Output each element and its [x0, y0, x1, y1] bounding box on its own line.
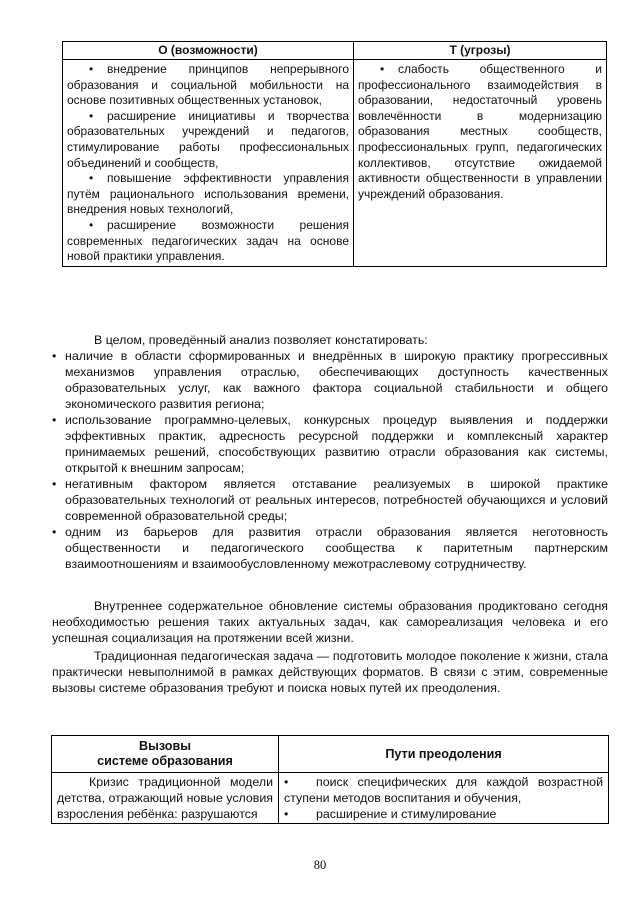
- opportunity-item: • повышение эффективности управления путём рационального использования времени, внедрения новых технологий,: [67, 171, 349, 217]
- bullet-icon: •: [52, 413, 57, 427]
- threat-item: • слабость общественного и профессионального взаимодействия в образовании, недостаточный уровень вовлечённости в модернизацию образования местных сообществ, профессиональных групп, педагогических коллективов, отсутствие ожидаемой активности общественности в управлении учреждений образования.: [358, 62, 602, 201]
- solutions-header: Пути преодоления: [279, 736, 609, 773]
- challenge-cell: [52, 773, 279, 824]
- bullet-icon: •: [284, 807, 289, 821]
- bullet-icon: •: [52, 477, 57, 491]
- opportunity-item: • расширение возможности решения современных педагогических задач на основе новой практики управления.: [67, 217, 349, 264]
- bullet-icon: •: [89, 217, 94, 232]
- bullet-icon: •: [89, 108, 94, 123]
- swot-table: [62, 41, 607, 267]
- bullet-icon: •: [284, 775, 289, 789]
- list-item: • наличие в области сформированных и внедрённых в широкую практику прогрессивных механизмов управления отраслью, обеспечивающих доступность качественных образовательных услуг, как важного фактора социальной стабильности и общего экономического развития региона;: [52, 349, 608, 411]
- bullet-icon: •: [89, 62, 94, 76]
- challenges-body-row: [52, 773, 609, 824]
- challenge-text: Кризис традиционной модели детства, отражающий новые условия взросления ребёнка: разрушаются: [57, 775, 273, 821]
- list-item: • негативным фактором является отставание реализуемых в широкой практике образовательных технологий от реальных интересов, потребностей обучающихся и условий современной образовательной среды;: [52, 477, 608, 523]
- paragraph: Традиционная педагогическая задача — подготовить молодое поколение к жизни, стала практически невыполнимой в рамках действующих форматов. В связи с этим, современные вызовы системе образования требуют и поиска новых путей их преодоления.: [52, 649, 608, 695]
- solutions-cell: [279, 773, 609, 824]
- paragraph: Внутреннее содержательное обновление системы образования продиктовано сегодня необходимостью решения таких актуальных задач, как самореализация человека и его успешная социализация на протяжении всей жизни.: [52, 599, 608, 645]
- body-text: [52, 598, 608, 696]
- challenges-table: [51, 735, 609, 824]
- opportunity-item: • расширение инициативы и творчества образовательных учреждений и педагогов, стимулирование работы профессиональных объединений и сообществ,: [67, 108, 349, 170]
- opportunities-header: О (возможности): [63, 42, 354, 60]
- conclusion-list: [52, 348, 608, 572]
- opportunities-cell: [63, 60, 354, 267]
- page-number: 80: [313, 858, 327, 872]
- challenges-header-row: [52, 736, 609, 773]
- swot-body-row: [63, 60, 607, 267]
- opportunity-item: • внедрение принципов непрерывного образования и социальной мобильности на основе позитивных общественных установок,: [67, 62, 349, 108]
- swot-header-row: [63, 42, 607, 60]
- threats-header: Т (угрозы): [354, 42, 607, 60]
- list-item: • одним из барьеров для развития отрасли образования является неготовность общественности и педагогического сообщества к паритетным партнерским взаимоотношениям и взаимообусловленному межотраслевому сотрудничеству.: [52, 525, 608, 571]
- list-item: • использование программно-целевых, конкурсных процедур выявления и поддержки эффективных практик, адресность ресурсной поддержки и комплексный характер принимаемых решений, способствующих развитию отрасли образования как системы, открытой к внешним запросам;: [52, 413, 608, 475]
- conclusion-lead: В целом, проведённый анализ позволяет констатировать:: [94, 333, 428, 347]
- bullet-icon: •: [52, 349, 57, 363]
- conclusion-section: [52, 332, 608, 572]
- threats-cell: [354, 60, 607, 267]
- challenges-header: Вызовы системе образования: [52, 736, 279, 773]
- solution-item: • поиск специфических для каждой возрастной ступени методов воспитания и обучения,: [284, 775, 603, 805]
- bullet-icon: •: [52, 525, 57, 539]
- bullet-icon: •: [89, 171, 94, 186]
- solution-item: • расширение и стимулирование: [284, 807, 497, 821]
- bullet-icon: •: [380, 62, 385, 76]
